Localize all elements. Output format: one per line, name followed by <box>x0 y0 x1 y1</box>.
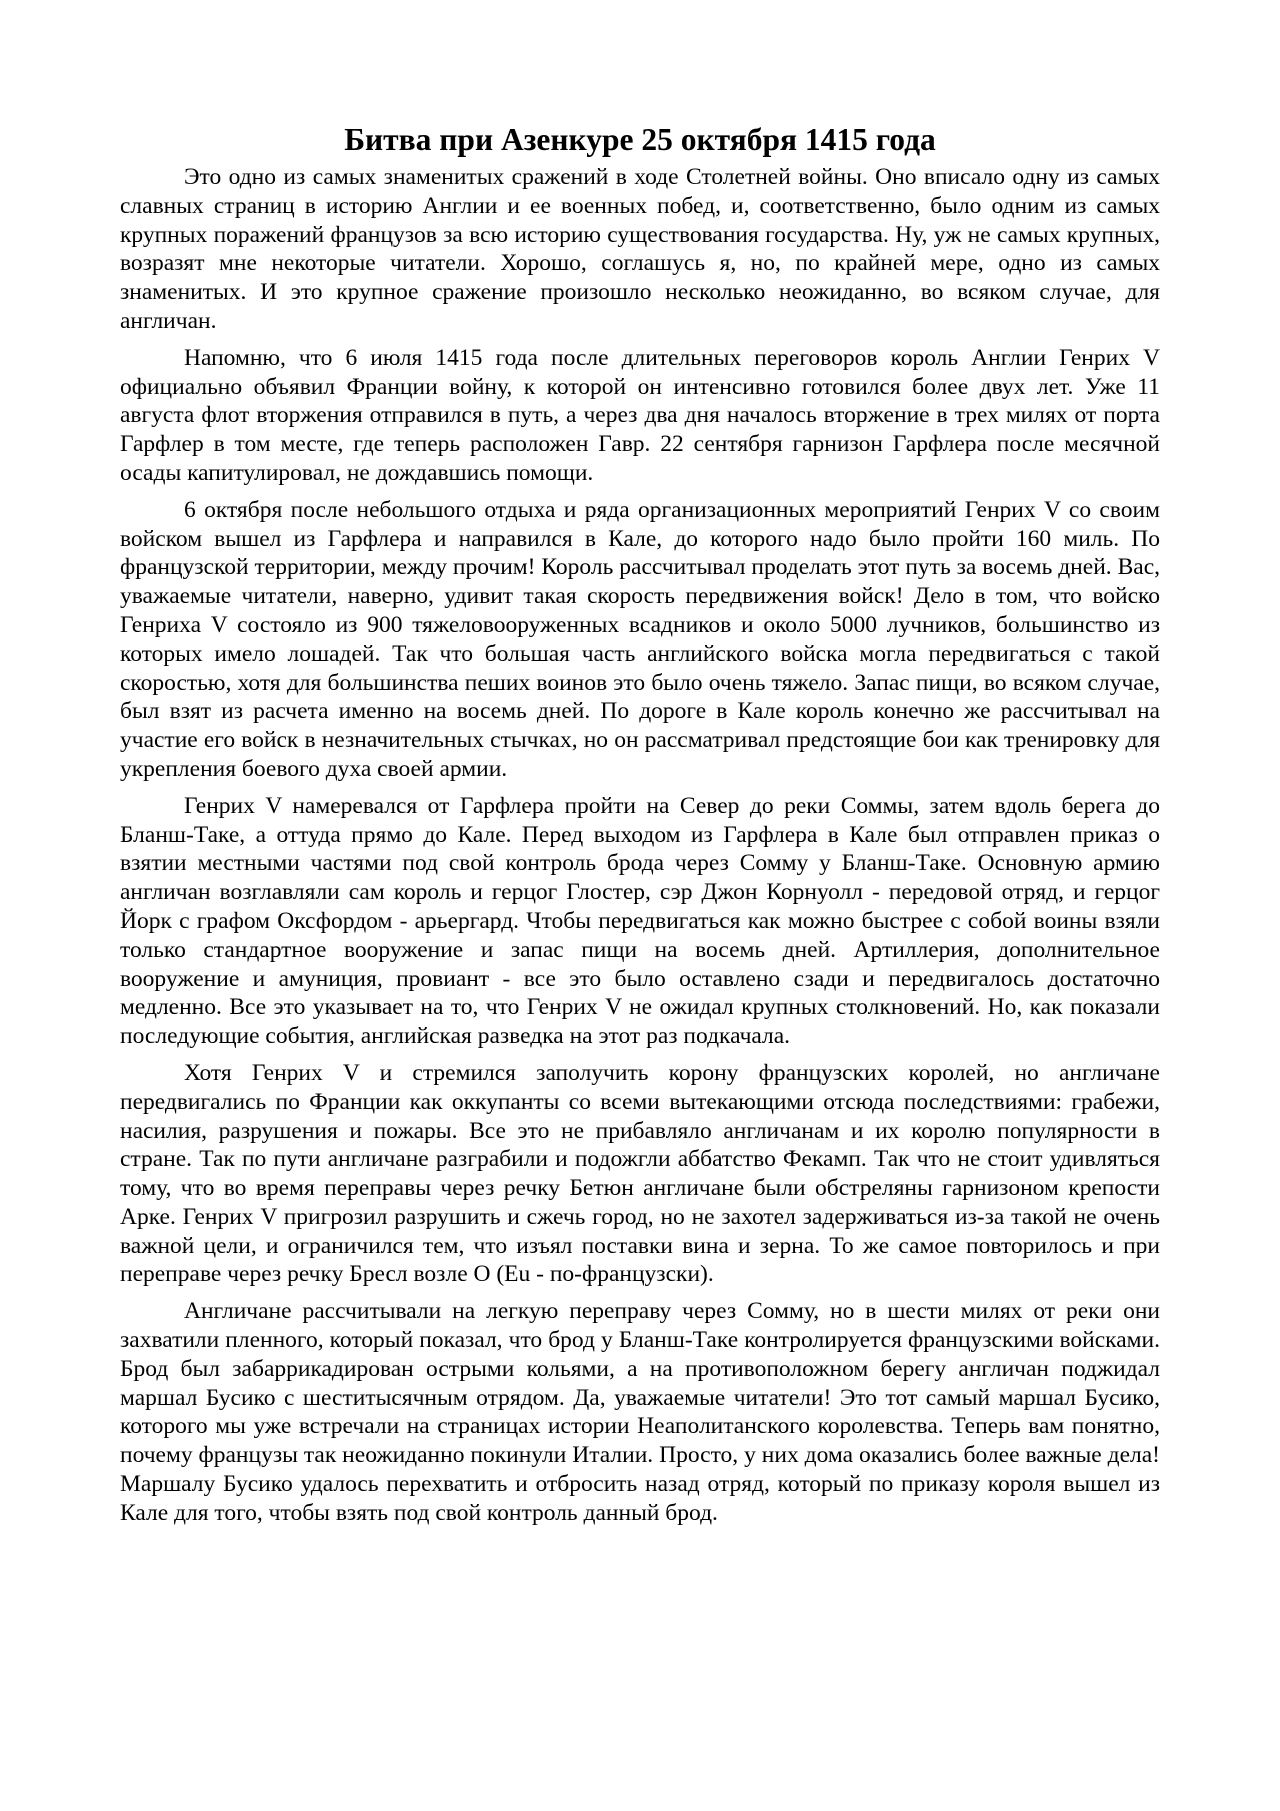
document-page <box>120 118 1160 1536</box>
paragraph-4: Генрих V намеревался от Гарфлера пройти на Север до реки Соммы, затем вдоль берега до Бланш-Таке, а оттуда прямо до Кале. Перед выходом из Гарфлера в Кале был отправлен приказ о взятии местными частями под свой контроль брода через Сомму у Бланш-Таке. Основную армию англичан возглавляли сам король и герцог Глостер, сэр Джон Корнуолл - передовой отряд, и герцог Йорк с графом Оксфордом - арьергард. Чтобы передвигаться как можно быстрее с собой воины взяли только стандартное вооружение и запас пищи на восемь дней. Артиллерия, дополнительное вооружение и амуниция, провиант - все это было оставлено сзади и передвигалось достаточно медленно. Все это указывает на то, что Генрих V не ожидал крупных столкновений. Но, как показали последующие события, английская разведка на этот раз подкачала. <box>120 792 1160 1050</box>
document-title: Битва при Азенкуре 25 октября 1415 года <box>344 122 936 157</box>
paragraph-3: 6 октября после небольшого отдыха и ряда организационных мероприятий Генрих V со своим войском вышел из Гарфлера и направился в Кале, до которого надо было пройти 160 миль. По французской территории, между прочим! Король рассчитывал проделать этот путь за восемь дней. Вас, уважаемые читатели, наверно, удивит такая скорость передвижения войск! Дело в том, что войско Генриха V состояло из 900 тяжеловооруженных всадников и около 5000 лучников, большинство из которых имело лошадей. Так что большая часть английского войска могла передвигаться с такой скоростью, хотя для большинства пеших воинов это было очень тяжело. Запас пищи, во всяком случае, был взят из расчета именно на восемь дней. По дороге в Кале король конечно же рассчитывал на участие его войск в незначительных стычках, но он рассматривал предстоящие бои как тренировку для укрепления боевого духа своей армии. <box>120 496 1160 782</box>
paragraph-2: Напомню, что 6 июля 1415 года после длительных переговоров король Англии Генрих V официально объявил Франции войну, к которой он интенсивно готовился более двух лет. Уже 11 августа флот вторжения отправился в путь, а через два дня началось вторжение в трех милях от порта Гарфлер в том месте, где теперь расположен Гавр. 22 сентября гарнизон Гарфлера после месячной осады капитулировал, не дождавшись помощи. <box>120 344 1160 486</box>
paragraph-6: Англичане рассчитывали на легкую переправу через Сомму, но в шести милях от реки они захватили пленного, который показал, что брод у Бланш-Таке контролируется французскими войсками. Брод был забаррикадирован острыми кольями, а на противоположном берегу англичан поджидал маршал Бусико с шеститысячным отрядом. Да, уважаемые читатели! Это тот самый маршал Бусико, которого мы уже встречали на страницах истории Неаполитанского королевства. Теперь вам понятно, почему французы так неожиданно покинули Италии. Просто, у них дома оказались более важные дела! Маршалу Бусико удалось перехватить и отбросить назад отряд, который по приказу короля вышел из Кале для того, чтобы взять под свой контроль данный брод. <box>120 1298 1160 1526</box>
paragraph-1: Это одно из самых знаменитых сражений в ходе Столетней войны. Оно вписало одну из самых славных страниц в историю Англии и ее военных побед, и, соответственно, было одним из самых крупных поражений французов за всю историю существования государства. Ну, уж не самых крупных, возразят мне некоторые читатели. Хорошо, соглашусь я, но, по крайней мере, одно из самых знаменитых. И это крупное сражение произошло несколько неожиданно, во всяком случае, для англичан. <box>120 164 1160 334</box>
paragraph-5: Хотя Генрих V и стремился заполучить корону французских королей, но англичане передвигались по Франции как оккупанты со всеми вытекающими отсюда последствиями: грабежи, насилия, разрушения и пожары. Все это не прибавляло англичанам и их королю популярности в стране. Так по пути англичане разграбили и подожгли аббатство Фекамп. Так что не стоит удивляться тому, что во время переправы через речку Бетюн англичане были обстреляны гарнизоном крепости Арке. Генрих V пригрозил разрушить и сжечь город, но не захотел задерживаться из-за такой не очень важной цели, и ограничился тем, что изъял поставки вина и зерна. То же самое повторилось и при переправе через речку Бресл возле О (Eu - по-французски). <box>120 1059 1160 1288</box>
